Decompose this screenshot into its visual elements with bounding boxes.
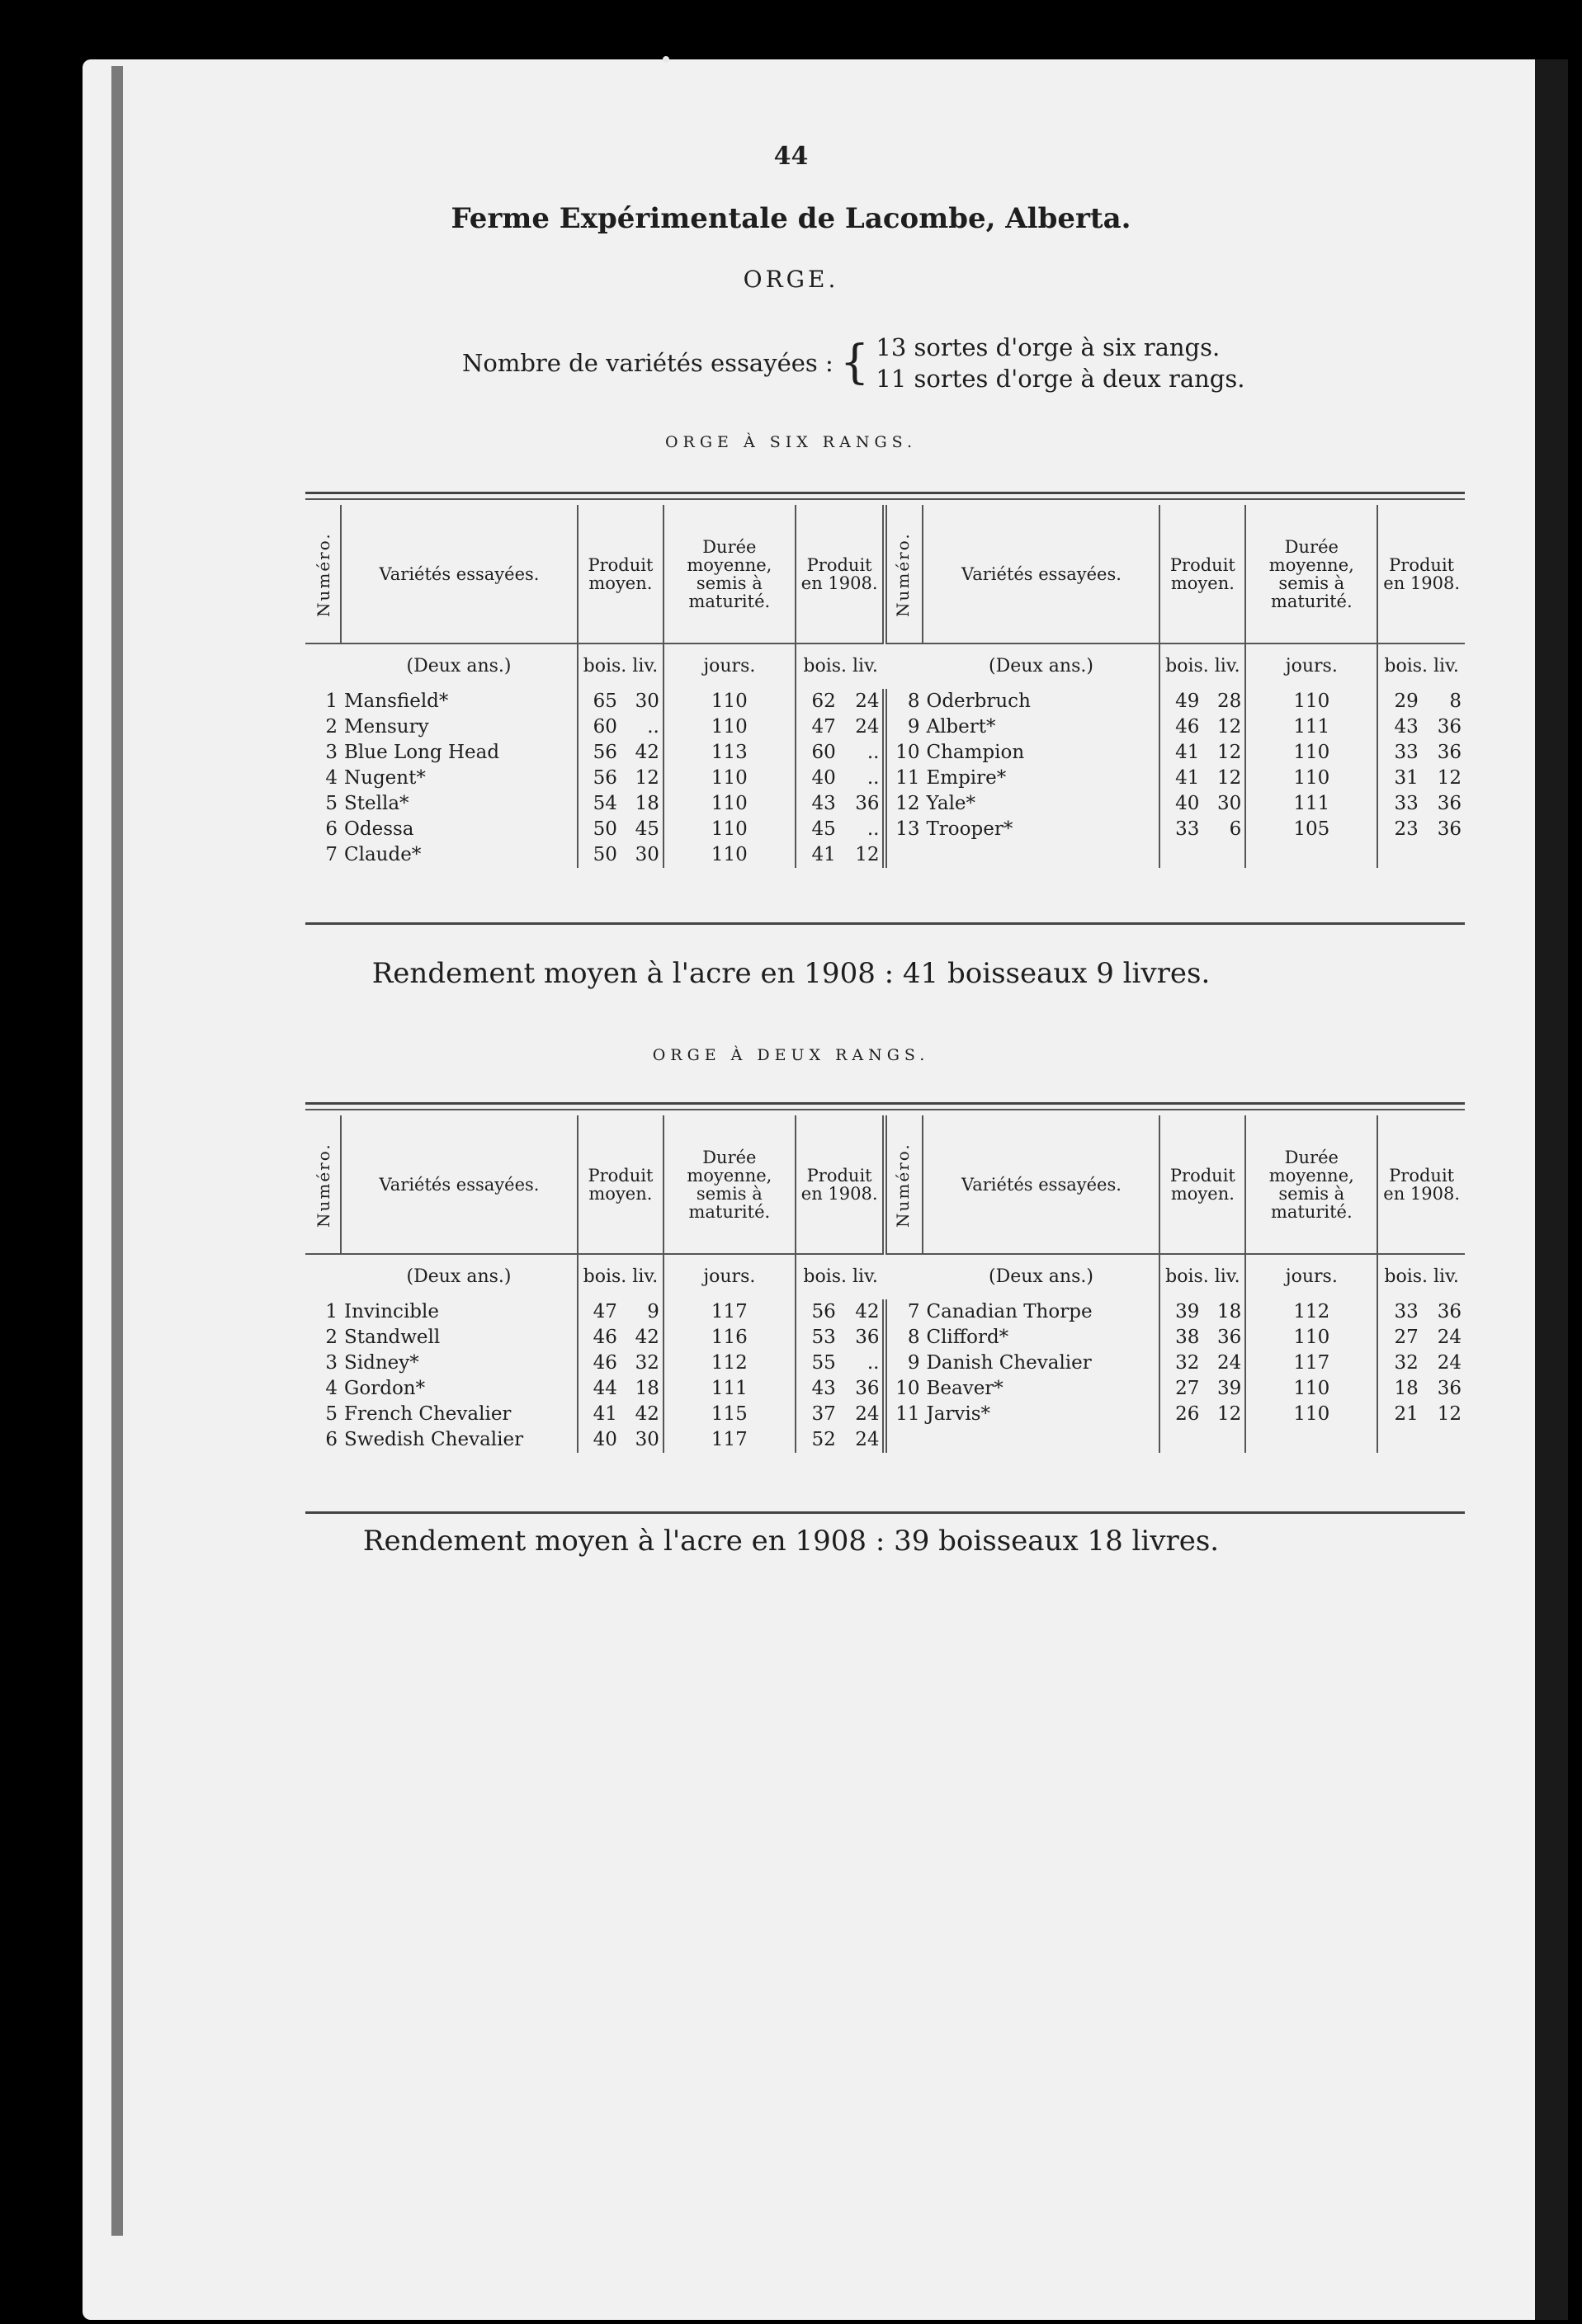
header-yield-1908: Produit en 1908. bbox=[1377, 1115, 1465, 1254]
average-bushels: 46 bbox=[1159, 714, 1202, 740]
variety-name: Clifford* bbox=[926, 1327, 1009, 1348]
table-bottom-rule bbox=[305, 1511, 1465, 1514]
average-bushels: 40 bbox=[1159, 791, 1202, 817]
yield-bushels: 33 bbox=[1377, 791, 1422, 817]
header-variety: Variétés essayées. bbox=[923, 505, 1159, 643]
yield-pounds: 36 bbox=[1437, 742, 1462, 763]
yield-bushels: 27 bbox=[1377, 1325, 1422, 1351]
six-row-barley-table bbox=[305, 505, 1465, 868]
unit-bois-liv: bois. liv. bbox=[1159, 643, 1245, 689]
unit-age: (Deux ans.) bbox=[406, 656, 512, 676]
average-bushels: 44 bbox=[578, 1376, 621, 1402]
average-bushels: 60 bbox=[578, 714, 621, 740]
yield-bushels: 21 bbox=[1377, 1402, 1422, 1427]
duration-days: 110 bbox=[1245, 766, 1377, 791]
table-top-rule-thin bbox=[305, 498, 1465, 500]
table-row bbox=[305, 1402, 1465, 1427]
average-pounds: 30 bbox=[635, 1429, 659, 1450]
row-number: 4 bbox=[325, 1378, 338, 1399]
yield-bushels: 52 bbox=[796, 1427, 839, 1453]
table-row bbox=[305, 1299, 1465, 1325]
row-number: 3 bbox=[325, 1352, 338, 1374]
duration-days: 110 bbox=[1245, 1402, 1377, 1427]
header-yield-1908: Produit en 1908. bbox=[1377, 505, 1465, 643]
yield-bushels: 55 bbox=[796, 1351, 839, 1376]
row-number: 12 bbox=[885, 791, 923, 817]
row-number: 7 bbox=[885, 1299, 923, 1325]
variety-name: Mansfield* bbox=[344, 691, 449, 712]
unit-age: (Deux ans.) bbox=[988, 1266, 1093, 1287]
table-row bbox=[305, 817, 1465, 842]
average-pounds: 30 bbox=[635, 691, 659, 712]
header-duration: Durée moyenne, semis à maturité. bbox=[1245, 505, 1377, 643]
average-pounds: 12 bbox=[1217, 767, 1242, 789]
average-bushels: 49 bbox=[1159, 689, 1202, 714]
average-pounds: 39 bbox=[1217, 1378, 1242, 1399]
variety-name: Invincible bbox=[344, 1301, 439, 1322]
row-number: 11 bbox=[885, 766, 923, 791]
header-duration: Durée moyenne, semis à maturité. bbox=[663, 505, 796, 643]
brace-icon: { bbox=[839, 336, 870, 389]
variety-name: Danish Chevalier bbox=[926, 1352, 1092, 1374]
binding-margin bbox=[111, 66, 123, 2236]
header-number: Numéro. bbox=[305, 1115, 341, 1254]
yield-pounds: .. bbox=[867, 742, 880, 763]
variety-name: Gordon* bbox=[344, 1378, 426, 1399]
yield-pounds: 12 bbox=[1437, 767, 1462, 789]
unit-bois-liv: bois. liv. bbox=[796, 643, 885, 689]
yield-pounds: 36 bbox=[1437, 716, 1462, 738]
row-number: 7 bbox=[325, 844, 338, 865]
section-title-six: ORGE À SIX RANGS. bbox=[664, 433, 918, 451]
yield-bushels: 18 bbox=[1377, 1376, 1422, 1402]
average-bushels: 38 bbox=[1159, 1325, 1202, 1351]
row-number: 11 bbox=[885, 1402, 923, 1427]
table-row bbox=[305, 714, 1465, 740]
average-pounds: 42 bbox=[635, 742, 659, 763]
duration-days: 105 bbox=[1245, 817, 1377, 842]
yield-pounds: .. bbox=[867, 1352, 880, 1374]
yield-pounds: 42 bbox=[855, 1301, 880, 1322]
yield-pounds: 36 bbox=[1437, 793, 1462, 814]
header-duration: Durée moyenne, semis à maturité. bbox=[1245, 1115, 1377, 1254]
row-number: 8 bbox=[885, 689, 923, 714]
header-number: Numéro. bbox=[885, 505, 923, 643]
row-number: 8 bbox=[885, 1325, 923, 1351]
row-number: 13 bbox=[885, 817, 923, 842]
tested-line-six: 13 sortes d'orge à six rangs. bbox=[876, 333, 1221, 361]
average-pounds: 6 bbox=[1229, 818, 1242, 840]
duration-days: 110 bbox=[1245, 1325, 1377, 1351]
variety-name: Canadian Thorpe bbox=[926, 1301, 1093, 1322]
table-top-rule bbox=[305, 492, 1465, 494]
duration-days: 113 bbox=[663, 740, 796, 766]
row-number: 1 bbox=[325, 691, 338, 712]
yield-bushels: 41 bbox=[796, 842, 839, 868]
duration-days: 110 bbox=[663, 689, 796, 714]
yield-bushels: 23 bbox=[1377, 817, 1422, 842]
yield-pounds: .. bbox=[867, 818, 880, 840]
yield-pounds: 24 bbox=[1437, 1352, 1462, 1374]
variety-name: Sidney* bbox=[344, 1352, 419, 1374]
header-variety: Variétés essayées. bbox=[341, 505, 578, 643]
variety-name: Empire* bbox=[926, 767, 1007, 789]
varieties-tested-label: Nombre de variétés essayées : bbox=[462, 349, 834, 377]
average-pounds: 12 bbox=[635, 767, 659, 789]
table-row bbox=[305, 1325, 1465, 1351]
yield-bushels: 31 bbox=[1377, 766, 1422, 791]
duration-days: 117 bbox=[663, 1427, 796, 1453]
average-bushels: 56 bbox=[578, 740, 621, 766]
table-row bbox=[305, 1427, 1465, 1453]
average-pounds: 9 bbox=[647, 1301, 659, 1322]
average-bushels: 39 bbox=[1159, 1299, 1202, 1325]
page-title: Ferme Expérimentale de Lacombe, Alberta. bbox=[451, 202, 1131, 235]
two-row-average: Rendement moyen à l'acre en 1908 : 39 boisseaux 18 livres. bbox=[362, 1525, 1220, 1558]
variety-name: Claude* bbox=[344, 844, 422, 865]
yield-bushels: 47 bbox=[796, 714, 839, 740]
yield-pounds: 36 bbox=[855, 1327, 880, 1348]
average-pounds: 42 bbox=[635, 1327, 659, 1348]
unit-days: jours. bbox=[1245, 643, 1377, 689]
yield-bushels: 33 bbox=[1377, 740, 1422, 766]
row-number: 6 bbox=[325, 1429, 338, 1450]
header-number: Numéro. bbox=[885, 1115, 923, 1254]
unit-days: jours. bbox=[663, 1254, 796, 1299]
yield-pounds: 24 bbox=[855, 1403, 880, 1425]
varieties-tested bbox=[462, 332, 1244, 394]
variety-name: Yale* bbox=[926, 793, 976, 814]
yield-bushels: 32 bbox=[1377, 1351, 1422, 1376]
average-pounds: 30 bbox=[635, 844, 659, 865]
variety-name: Champion bbox=[926, 742, 1025, 763]
yield-bushels: 53 bbox=[796, 1325, 839, 1351]
yield-bushels: 62 bbox=[796, 689, 839, 714]
section-title-two: ORGE À DEUX RANGS. bbox=[652, 1046, 930, 1064]
page-right-edge bbox=[1535, 59, 1568, 2320]
average-bushels: 26 bbox=[1159, 1402, 1202, 1427]
yield-pounds: 12 bbox=[1437, 1403, 1462, 1425]
unit-age: (Deux ans.) bbox=[406, 1266, 512, 1287]
header-duration: Durée moyenne, semis à maturité. bbox=[663, 1115, 796, 1254]
duration-days: 112 bbox=[1245, 1299, 1377, 1325]
yield-pounds: 36 bbox=[855, 793, 880, 814]
table-top-rule-thin bbox=[305, 1109, 1465, 1110]
table-top-rule bbox=[305, 1102, 1465, 1105]
average-bushels: 33 bbox=[1159, 817, 1202, 842]
duration-days: 110 bbox=[1245, 1376, 1377, 1402]
yield-pounds: 24 bbox=[855, 1429, 880, 1450]
variety-name: Odessa bbox=[344, 818, 414, 840]
header-variety: Variétés essayées. bbox=[341, 1115, 578, 1254]
average-bushels: 56 bbox=[578, 766, 621, 791]
crop-heading: ORGE. bbox=[743, 266, 839, 293]
yield-bushels: 33 bbox=[1377, 1299, 1422, 1325]
header-average-yield: Produit moyen. bbox=[578, 1115, 663, 1254]
average-pounds: .. bbox=[647, 716, 659, 738]
variety-name: Trooper* bbox=[926, 818, 1013, 840]
header-yield-1908: Produit en 1908. bbox=[796, 1115, 885, 1254]
average-bushels: 65 bbox=[578, 689, 621, 714]
average-pounds: 28 bbox=[1217, 691, 1242, 712]
unit-bois-liv: bois. liv. bbox=[1377, 1254, 1465, 1299]
unit-bois-liv: bois. liv. bbox=[796, 1254, 885, 1299]
average-pounds: 12 bbox=[1217, 1403, 1242, 1425]
average-pounds: 12 bbox=[1217, 742, 1242, 763]
yield-pounds: 24 bbox=[1437, 1327, 1462, 1348]
header-yield-1908: Produit en 1908. bbox=[796, 505, 885, 643]
variety-name: Blue Long Head bbox=[344, 742, 500, 763]
yield-pounds: 12 bbox=[855, 844, 880, 865]
row-number: 2 bbox=[325, 716, 338, 738]
header-average-yield: Produit moyen. bbox=[578, 505, 663, 643]
average-bushels: 41 bbox=[1159, 740, 1202, 766]
yield-bushels: 56 bbox=[796, 1299, 839, 1325]
duration-days: 112 bbox=[663, 1351, 796, 1376]
table-row bbox=[305, 1351, 1465, 1376]
average-bushels: 46 bbox=[578, 1325, 621, 1351]
page-number: 44 bbox=[773, 142, 809, 171]
average-pounds: 30 bbox=[1217, 793, 1242, 814]
table-row bbox=[305, 1376, 1465, 1402]
header-average-yield: Produit moyen. bbox=[1159, 1115, 1245, 1254]
yield-pounds: 36 bbox=[1437, 818, 1462, 840]
variety-name: Albert* bbox=[926, 716, 996, 738]
header-number: Numéro. bbox=[305, 505, 341, 643]
unit-bois-liv: bois. liv. bbox=[1159, 1254, 1245, 1299]
average-bushels: 40 bbox=[578, 1427, 621, 1453]
average-bushels: 32 bbox=[1159, 1351, 1202, 1376]
table-row bbox=[305, 689, 1465, 714]
average-bushels: 50 bbox=[578, 842, 621, 868]
duration-days: 110 bbox=[663, 817, 796, 842]
row-number: 3 bbox=[325, 742, 338, 763]
row-number: 4 bbox=[325, 767, 338, 789]
yield-bushels: 37 bbox=[796, 1402, 839, 1427]
yield-pounds: 24 bbox=[855, 716, 880, 738]
duration-days: 115 bbox=[663, 1402, 796, 1427]
row-number: 9 bbox=[885, 1351, 923, 1376]
row-number: 1 bbox=[325, 1301, 338, 1322]
header-average-yield: Produit moyen. bbox=[1159, 505, 1245, 643]
duration-days: 117 bbox=[1245, 1351, 1377, 1376]
average-pounds: 18 bbox=[635, 1378, 659, 1399]
yield-bushels: 29 bbox=[1377, 689, 1422, 714]
duration-days: 116 bbox=[663, 1325, 796, 1351]
duration-days: 110 bbox=[663, 714, 796, 740]
average-pounds: 45 bbox=[635, 818, 659, 840]
row-number: 10 bbox=[885, 1376, 923, 1402]
row-number: 6 bbox=[325, 818, 338, 840]
table-row bbox=[305, 791, 1465, 817]
average-bushels: 47 bbox=[578, 1299, 621, 1325]
duration-days: 110 bbox=[1245, 740, 1377, 766]
row-number: 10 bbox=[885, 740, 923, 766]
six-row-average: Rendement moyen à l'acre en 1908 : 41 boisseaux 9 livres. bbox=[371, 957, 1211, 990]
duration-days: 111 bbox=[1245, 791, 1377, 817]
average-pounds: 18 bbox=[1217, 1301, 1242, 1322]
yield-bushels: 40 bbox=[796, 766, 839, 791]
tested-line-two: 11 sortes d'orge à deux rangs. bbox=[876, 365, 1245, 393]
row-number: 5 bbox=[325, 793, 338, 814]
row-number: 9 bbox=[885, 714, 923, 740]
unit-bois-liv: bois. liv. bbox=[578, 643, 663, 689]
unit-days: jours. bbox=[1245, 1254, 1377, 1299]
yield-bushels: 43 bbox=[796, 791, 839, 817]
average-pounds: 42 bbox=[635, 1403, 659, 1425]
average-pounds: 18 bbox=[635, 793, 659, 814]
average-bushels: 46 bbox=[578, 1351, 621, 1376]
yield-bushels: 45 bbox=[796, 817, 839, 842]
average-bushels: 54 bbox=[578, 791, 621, 817]
variety-name: Oderbruch bbox=[926, 691, 1031, 712]
table-row bbox=[305, 766, 1465, 791]
variety-name: Swedish Chevalier bbox=[344, 1429, 524, 1450]
variety-name: Mensury bbox=[344, 716, 429, 738]
header-variety: Variétés essayées. bbox=[923, 1115, 1159, 1254]
yield-pounds: 8 bbox=[1449, 691, 1462, 712]
duration-days: 110 bbox=[663, 766, 796, 791]
unit-bois-liv: bois. liv. bbox=[1377, 643, 1465, 689]
average-pounds: 24 bbox=[1217, 1352, 1242, 1374]
yield-pounds: .. bbox=[867, 767, 880, 789]
unit-age: (Deux ans.) bbox=[988, 656, 1093, 676]
duration-days: 110 bbox=[663, 842, 796, 868]
table-row bbox=[305, 740, 1465, 766]
row-number: 2 bbox=[325, 1327, 338, 1348]
unit-days: jours. bbox=[663, 643, 796, 689]
yield-pounds: 24 bbox=[855, 691, 880, 712]
two-row-barley-table bbox=[305, 1115, 1465, 1453]
duration-days: 117 bbox=[663, 1299, 796, 1325]
table-row bbox=[305, 842, 1465, 868]
variety-name: Nugent* bbox=[344, 767, 426, 789]
page-mark bbox=[663, 56, 669, 63]
average-pounds: 36 bbox=[1217, 1327, 1242, 1348]
variety-name: Beaver* bbox=[926, 1378, 1004, 1399]
yield-pounds: 36 bbox=[1437, 1301, 1462, 1322]
yield-pounds: 36 bbox=[1437, 1378, 1462, 1399]
average-bushels: 41 bbox=[1159, 766, 1202, 791]
yield-pounds: 36 bbox=[855, 1378, 880, 1399]
variety-name: Jarvis* bbox=[926, 1403, 991, 1425]
average-pounds: 32 bbox=[635, 1352, 659, 1374]
variety-name: French Chevalier bbox=[344, 1403, 512, 1425]
yield-bushels: 60 bbox=[796, 740, 839, 766]
unit-bois-liv: bois. liv. bbox=[578, 1254, 663, 1299]
table-bottom-rule bbox=[305, 922, 1465, 925]
duration-days: 111 bbox=[1245, 714, 1377, 740]
yield-bushels: 43 bbox=[1377, 714, 1422, 740]
yield-bushels: 43 bbox=[796, 1376, 839, 1402]
duration-days: 110 bbox=[663, 791, 796, 817]
duration-days: 110 bbox=[1245, 689, 1377, 714]
average-pounds: 12 bbox=[1217, 716, 1242, 738]
average-bushels: 27 bbox=[1159, 1376, 1202, 1402]
duration-days: 111 bbox=[663, 1376, 796, 1402]
average-bushels: 41 bbox=[578, 1402, 621, 1427]
average-bushels: 50 bbox=[578, 817, 621, 842]
row-number: 5 bbox=[325, 1403, 338, 1425]
variety-name: Standwell bbox=[344, 1327, 441, 1348]
variety-name: Stella* bbox=[344, 793, 409, 814]
